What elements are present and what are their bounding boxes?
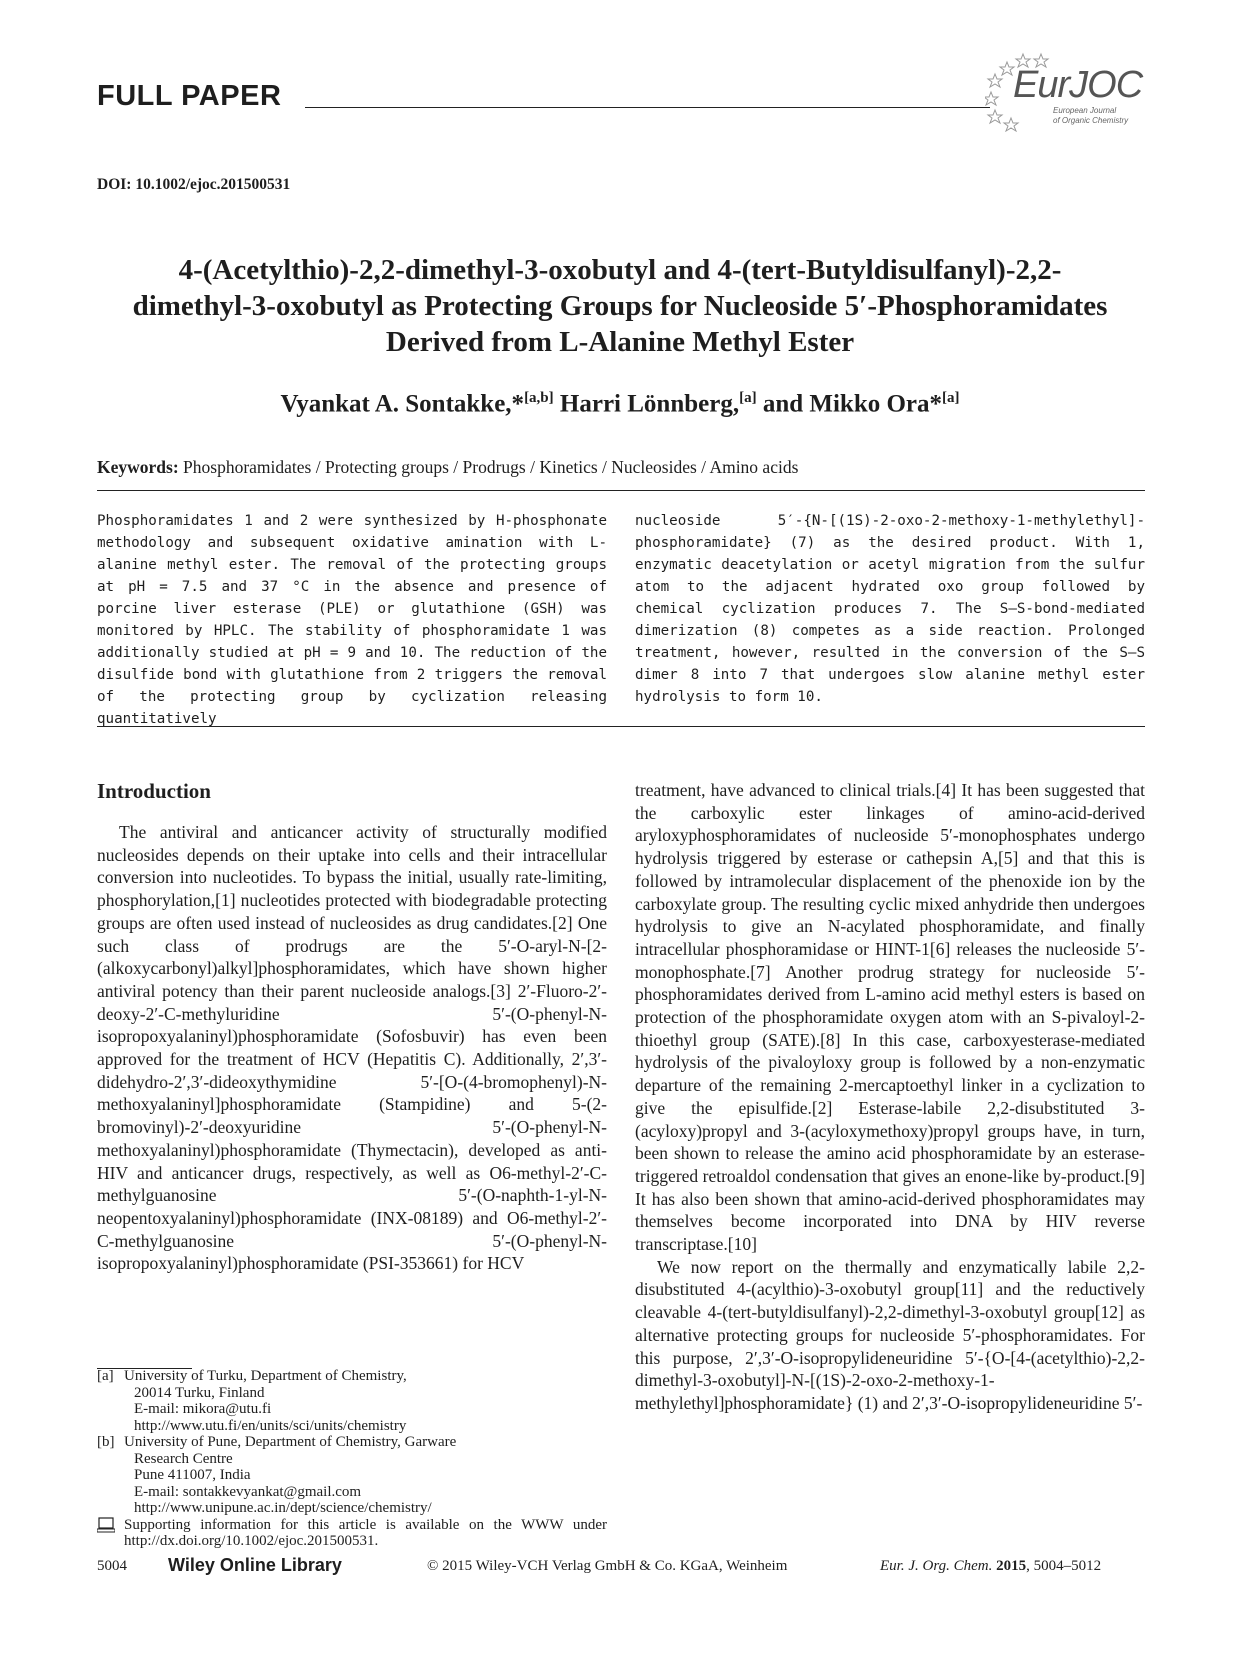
author-affiliation: [a,b] bbox=[524, 390, 554, 406]
supporting-info-text: Supporting information for this article is available on the WWW under http://dx.doi.org/10.1002/ejoc.201500531. bbox=[124, 1516, 607, 1549]
author-name: Harri Lönnberg, bbox=[553, 390, 740, 418]
abstract-left: Phosphoramidates 1 and 2 were synthesized by H-phosphonate methodology and subsequent oxidative amination with L-alanine methyl ester. The removal of the protecting groups at pH = 7.5 and 37 °C in the absence and presence of porcine liver esterase (PLE) or glutathione (GSH) was monitored by HPLC. The stability of phosphoramidate 1 was additionally studied at pH = 9 and 10. The reduction of the disulfide bond with glutathione from 2 triggers the removal of the protecting group by cyclization releasing quantitatively bbox=[97, 513, 607, 727]
author-affiliation: [a] bbox=[739, 390, 757, 406]
author-name: and Mikko Ora* bbox=[756, 390, 943, 418]
footnote-line: Research Centre bbox=[134, 1450, 233, 1467]
journal-logo bbox=[985, 52, 1145, 132]
journal-year: 2015 bbox=[996, 1558, 1027, 1574]
header-rule bbox=[305, 107, 990, 108]
footnote-line: 20014 Turku, Finland bbox=[134, 1384, 265, 1401]
logo-subtitle-line: European Journal bbox=[1053, 106, 1117, 115]
paper-title bbox=[70, 252, 1170, 360]
logo-subtitle-line: of Organic Chemistry bbox=[1053, 116, 1129, 125]
copyright: © 2015 Wiley-VCH Verlag GmbH & Co. KGaA, Weinheim bbox=[427, 1558, 788, 1574]
paragraph: The antiviral and anticancer activity of structurally modified nucleosides depends on their uptake into cells and their intracellular conversion into nucleotides. To bypass the initial, usually rate-limiting, phosphorylation,[1] nucleotides protected with biodegradable protecting groups are often used instead of nucleosides as drug candidates.[2] One such class of prodrugs are the 5′-O-aryl-N-[2-(alkoxycarbonyl)alkyl]phosphoramidates, which have shown higher antiviral potency than their parent nucleoside analogs.[3] 2′-Fluoro-2′-deoxy-2′-C-methyluridine 5′-(O-phenyl-N-isopropoxyalaninyl)phosphoramidate (Sofosbuvir) has even been approved for the treatment of HCV (Hepatitis C). Additionally, 2′,3′-didehydro-2′,3′-dideoxythymidine 5′-[O-(4-bromophenyl)-N-methoxyalaninyl]phosphoramidate (Stampidine) and 5-(2-bromovinyl)-2′-deoxyuridine 5′-(O-phenyl-N-methoxyalaninyl)phosphoramidate (Thymectacin), developed as anti-HIV and anticancer drugs, respectively, as well as O6-methyl-2′-C-methylguanosine 5′-(O-naphth-1-yl-N-neopentoxyalaninyl)phosphoramidate (INX-08189) and O6-methyl-2′-C-methylguanosine 5′-(O-phenyl-N-isopropoxyalaninyl)phosphoramidate (PSI-353661) for HCV bbox=[97, 822, 607, 1274]
affiliation-a bbox=[97, 1368, 607, 1434]
library-brand: Wiley Online Library bbox=[168, 1555, 342, 1575]
logo-subtitle bbox=[1053, 106, 1128, 126]
keywords bbox=[97, 457, 798, 478]
footnotes bbox=[97, 1368, 607, 1550]
footnote-tag: [a] bbox=[97, 1368, 114, 1384]
body-right-column bbox=[635, 779, 1145, 1415]
abstract-right: nucleoside 5′-{N-[(1S)-2-oxo-2-methoxy-1-methylethyl]-phosphoramidate} (7) as the desired product. With 1, enzymatic deacetylation or acetyl migration from the sulfur atom to the adjacent hydrated oxo group followed by chemical cyclization produces 7. The S–S-bond-mediated dimerization (8) competes as a side reaction. Prolonged treatment, however, resulted in the conversion of the S–S dimer 8 into 7 that undergoes slow alanine methyl ester hydrolysis to form 10. bbox=[635, 513, 1145, 705]
abstract-top-rule bbox=[97, 490, 1145, 491]
footnote-email: E-mail: sontakkevyankat@gmail.com bbox=[134, 1483, 362, 1500]
logo-text: EurJOC bbox=[1013, 64, 1143, 106]
section-heading: Introduction bbox=[97, 779, 211, 803]
supporting-info bbox=[97, 1517, 607, 1550]
footnote-line: Pune 411007, India bbox=[134, 1467, 251, 1483]
footnote-url: http://www.unipune.ac.in/dept/science/chemistry/ bbox=[134, 1500, 432, 1516]
keywords-text: Phosphoramidates / Protecting groups / Prodrugs / Kinetics / Nucleosides / Amino acids bbox=[178, 457, 799, 477]
footnote-email: E-mail: mikora@utu.fi bbox=[134, 1401, 272, 1417]
author-affiliation: [a] bbox=[942, 390, 960, 406]
abstract-bottom-rule bbox=[97, 726, 1145, 727]
footnote-line: University of Turku, Department of Chemistry, bbox=[124, 1368, 407, 1384]
computer-icon bbox=[97, 1517, 115, 1538]
footnote-tag: [b] bbox=[97, 1434, 115, 1450]
journal-abbr: Eur. J. Org. Chem. bbox=[880, 1558, 993, 1574]
title-line: Derived from L-Alanine Methyl Ester bbox=[385, 326, 855, 358]
keywords-label: Keywords: bbox=[97, 457, 179, 477]
journal-pages: , 5004–5012 bbox=[1026, 1558, 1102, 1574]
doi: DOI: 10.1002/ejoc.201500531 bbox=[97, 176, 291, 193]
footnote-line: University of Pune, Department of Chemistry, Garware bbox=[124, 1434, 457, 1450]
author-list bbox=[70, 390, 1170, 418]
paragraph: We now report on the thermally and enzymatically labile 2,2-disubstituted 4-(acylthio)-3-oxobutyl group[11] and the reductively cleavable 4-(tert-butyldisulfanyl)-2,2-dimethyl-3-oxobutyl group[12] as alternative protecting groups for nucleoside 5′-phosphoramidates. For this purpose, 2′,3′-O-isopropylideneuridine 5′-{O-[4-(acetylthio)-2,2-dimethyl-3-oxobutyl]-N-[(1S)-2-oxo-2-methoxy-1-methylethyl]phosphoramidate} (1) and 2′,3′-O-isopropylideneuridine 5′- bbox=[635, 1256, 1145, 1413]
journal-citation bbox=[880, 1558, 1101, 1575]
title-line: dimethyl-3-oxobutyl as Protecting Groups for Nucleoside 5′-Phosphoramidates bbox=[132, 290, 1108, 322]
paragraph: treatment, have advanced to clinical trials.[4] It has been suggested that the carboxylic ester linkages of amino-acid-derived aryloxyphosphoramidates of nucleoside 5′-monophosphates undergo hydrolysis triggered by esterase or cathepsin A,[5] and that this is followed by intramolecular displacement of the phenoxide ion by the carboxylate group. The resulting cyclic mixed anhydride then undergoes hydrolysis to give an N-acylated phosphoramidate, and finally intracellular phosphoramidase or HINT-1[6] releases the nucleoside 5′-monophosphate.[7] Another prodrug strategy for nucleoside 5′-phosphoramidates derived from L-amino acid methyl esters is based on protection of the phosphoramidate oxygen atom with an S-pivaloyl-2-thioethyl group (SATE).[8] In this case, carboxyesterase-mediated hydrolysis of the pivaloyloxy group is followed by a non-enzymatic departure of the remaining 2-mercaptoethyl linker in a cyclization to give the episulfide.[2] Esterase-labile 2,2-disubstituted 3-(acyloxy)propyl and 3-(acyloxymethoxy)propyl groups have, in turn, been shown to release the amino acid phosphoramidate by an esterase-triggered retroaldol condensation that gives an enone-like by-product.[9] It has also been shown that amino-acid-derived phosphoramidates may themselves become incorporated into DNA by HIV reverse transcriptase.[10] bbox=[635, 780, 1145, 1255]
body-left-column bbox=[97, 821, 607, 1275]
title-line: 4-(Acetylthio)-2,2-dimethyl-3-oxobutyl and 4-(tert-Butyldisulfanyl)-2,2- bbox=[178, 254, 1062, 286]
author-name: Vyankat A. Sontakke,* bbox=[280, 390, 525, 418]
section-label: FULL PAPER bbox=[97, 80, 282, 112]
footnote-url: http://www.utu.fi/en/units/sci/units/chemistry bbox=[134, 1417, 407, 1434]
affiliation-b bbox=[97, 1434, 607, 1517]
page-number: 5004 bbox=[97, 1558, 127, 1574]
